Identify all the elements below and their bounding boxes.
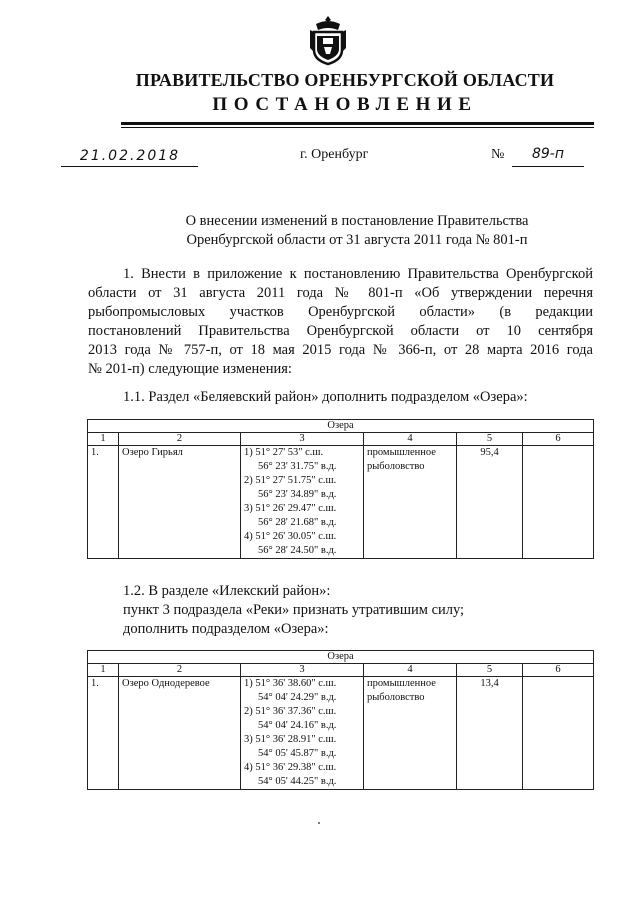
usage-line: промышленное: [367, 447, 436, 458]
number-sign: №: [491, 147, 505, 162]
column-number: 6: [523, 433, 594, 446]
table-caption: Озера: [88, 420, 594, 433]
row-number: 1.: [88, 446, 119, 559]
item-1-2-line: пункт 3 подраздела «Реки» признать утратившим силу;: [123, 602, 465, 618]
lakes-table-beliaevsky: [87, 419, 594, 559]
column-number: 1: [88, 433, 119, 446]
coordinate-lat: 2) 51° 36' 37.36" с.ш.: [244, 706, 337, 717]
paragraph-line: 1. Внести в приложение к постановлению Правительства Оренбургской: [123, 266, 593, 282]
date-underline: [61, 166, 198, 167]
usage-type: [364, 677, 457, 790]
coordinate-lat: 2) 51° 27' 51.75" с.ш.: [244, 475, 337, 486]
table-row: [88, 677, 594, 790]
column-number: 2: [119, 433, 241, 446]
coordinate-lat: 4) 51° 36' 29.38" с.ш.: [244, 762, 337, 773]
coordinate-lon: 56° 28' 24.50" в.д.: [258, 545, 337, 556]
government-title: ПРАВИТЕЛЬСТВО ОРЕНБУРГСКОЙ ОБЛАСТИ: [135, 70, 555, 90]
coordinate-lon: 54° 04' 24.29" в.д.: [258, 692, 337, 703]
table-caption: Озера: [88, 651, 594, 664]
column-number: 3: [241, 433, 364, 446]
coordinate-lat: 3) 51° 36' 28.91" с.ш.: [244, 734, 337, 745]
coordinate-lon: 54° 05' 45.87" в.д.: [258, 748, 337, 759]
usage-line: рыболовство: [367, 692, 425, 703]
column-number: 5: [457, 664, 523, 677]
coordinate-lon: 56° 28' 21.68" в.д.: [258, 517, 337, 528]
document-subject: [120, 212, 594, 250]
coordinate-lat: 3) 51° 26' 29.47" с.ш.: [244, 503, 337, 514]
page-speck: [318, 822, 320, 824]
coordinate-lon: 56° 23' 34.89" в.д.: [258, 489, 337, 500]
column-number: 1: [88, 664, 119, 677]
column-number: 4: [364, 433, 457, 446]
lake-name: Озеро Гирьял: [119, 446, 241, 559]
header-rule-thick: [121, 122, 594, 125]
extra-cell: [523, 677, 594, 790]
document-city: г. Оренбург: [300, 147, 369, 162]
column-number: 4: [364, 664, 457, 677]
paragraph-line: области от 31 августа 2011 года № 801-п «Об утверждении перечня: [88, 285, 593, 301]
coordinate-lon: 54° 05' 44.25" в.д.: [258, 776, 337, 787]
paragraph-line: 2013 года № 757-п, от 18 мая 2015 года № 366-п, от 28 марта 2016 года: [88, 342, 593, 358]
column-number: 6: [523, 664, 594, 677]
subject-line: Оренбургской области от 31 августа 2011 года № 801-п: [186, 232, 528, 248]
row-number: 1.: [88, 677, 119, 790]
coordinate-lat: 1) 51° 27' 53" с.ш.: [244, 447, 324, 458]
paragraph-line: № 201-п) следующие изменения:: [88, 361, 292, 377]
usage-type: [364, 446, 457, 559]
column-number: 5: [457, 433, 523, 446]
coordinates-cell: [241, 446, 364, 559]
column-number: 3: [241, 664, 364, 677]
table-row: [88, 446, 594, 559]
item-1-1: 1.1. Раздел «Беляевский район» дополнить подразделом «Озера»:: [123, 389, 528, 405]
header-rule-thin: [121, 127, 594, 128]
coordinates-cell: [241, 677, 364, 790]
area-value: 13,4: [457, 677, 523, 790]
item-1-2: 1.2. В разделе «Илекский район»:: [123, 583, 331, 599]
paragraph-line: рыбопромысловых участков Оренбургской области» (в редакции: [88, 304, 593, 320]
column-number: 2: [119, 664, 241, 677]
extra-cell: [523, 446, 594, 559]
paragraph-line: постановлений Правительства Оренбургской области от 10 сентября: [88, 323, 593, 339]
coordinate-lat: 1) 51° 36' 38.60" с.ш.: [244, 678, 337, 689]
usage-line: промышленное: [367, 678, 436, 689]
area-value: 95,4: [457, 446, 523, 559]
paragraph-1: [88, 265, 593, 379]
document-type-heading: ПОСТАНОВЛЕНИЕ: [212, 94, 478, 115]
usage-line: рыболовство: [367, 461, 425, 472]
coordinate-lon: 56° 23' 31.75" в.д.: [258, 461, 337, 472]
item-1-2-line: дополнить подразделом «Озера»:: [123, 621, 329, 637]
lake-name: Озеро Однодеревое: [119, 677, 241, 790]
number-underline: [512, 166, 584, 167]
document-date: 21.02.2018: [79, 148, 181, 164]
lakes-table-ileksky: [87, 650, 594, 790]
coat-of-arms-emblem: [308, 14, 348, 68]
subject-line: О внесении изменений в постановление Правительства: [185, 213, 529, 229]
document-number: 89-п: [531, 146, 565, 162]
coordinate-lon: 54° 04' 24.16" в.д.: [258, 720, 337, 731]
coordinate-lat: 4) 51° 26' 30.05" с.ш.: [244, 531, 337, 542]
